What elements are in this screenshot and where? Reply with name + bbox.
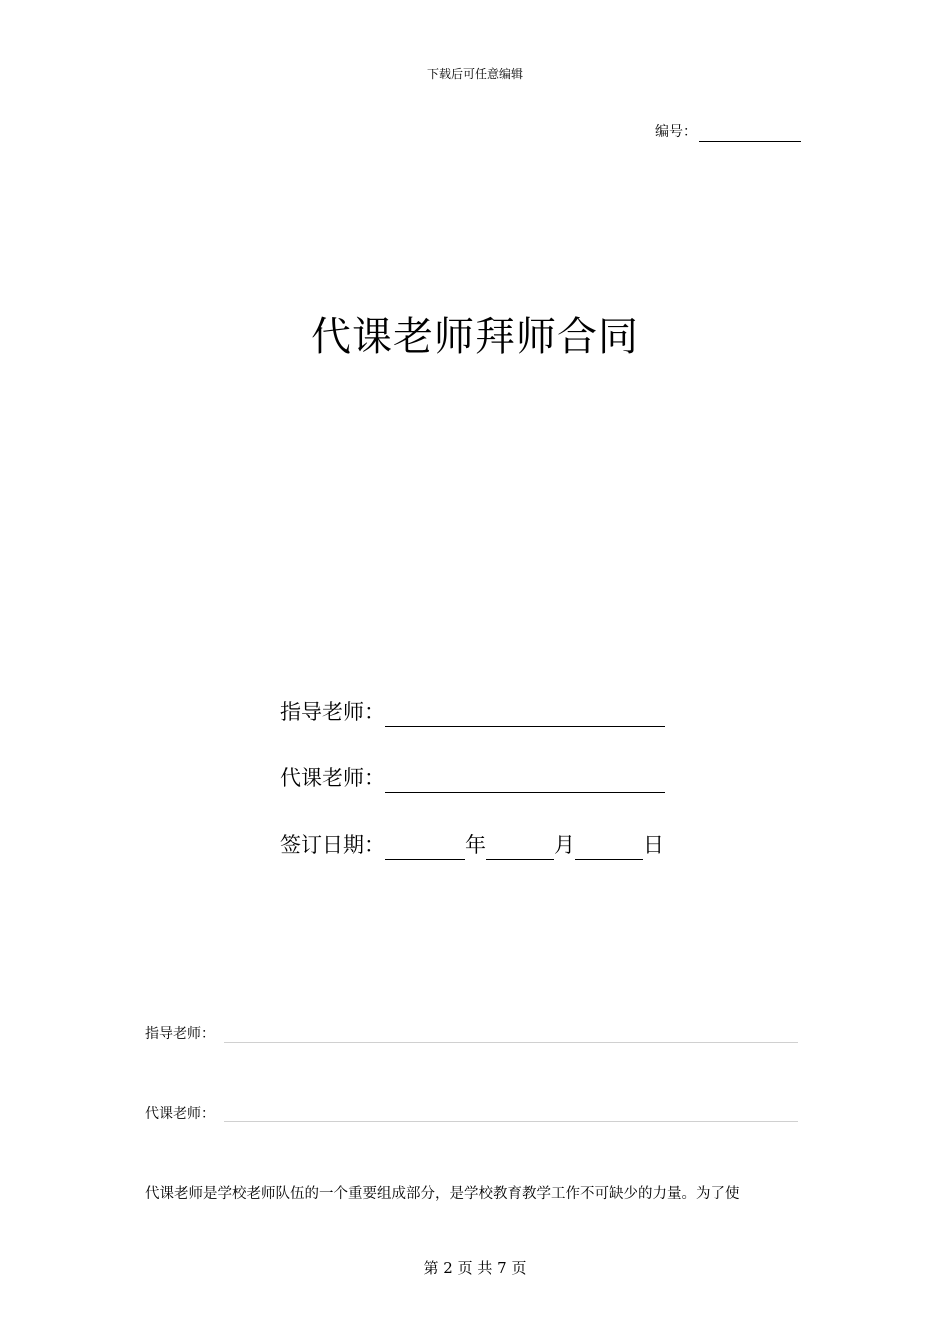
page-indicator: 第 2 页 共 7 页 <box>423 1259 527 1277</box>
month-label: 月 <box>554 833 575 857</box>
cover-substitute-blank <box>385 768 665 793</box>
signature-mentor-label: 指导老师： <box>145 1026 215 1042</box>
cover-substitute-label: 代课老师： <box>280 766 385 790</box>
year-blank <box>385 835 465 860</box>
cover-mentor-field <box>280 697 665 727</box>
year-label: 年 <box>465 833 486 857</box>
day-blank <box>575 835 643 860</box>
signature-mentor-line <box>224 1042 798 1043</box>
serial-number-label: 编号： <box>655 124 697 140</box>
cover-mentor-label: 指导老师： <box>280 700 385 724</box>
cover-date-label: 签订日期： <box>280 833 385 857</box>
cover-mentor-blank <box>385 702 665 727</box>
cover-date-field <box>280 830 664 860</box>
month-blank <box>486 835 554 860</box>
signature-substitute-line <box>224 1121 798 1122</box>
day-label: 日 <box>643 833 664 857</box>
document-title: 代课老师拜师合同 <box>311 314 639 360</box>
serial-number-field <box>655 122 801 142</box>
signature-substitute-label: 代课老师： <box>145 1106 215 1122</box>
header-note: 下载后可任意编辑 <box>426 67 523 81</box>
cover-substitute-field <box>280 763 665 793</box>
body-paragraph: 代课老师是学校老师队伍的一个重要组成部分，是学校教育教学工作不可缺少的力量。为了使 <box>145 1186 740 1202</box>
serial-number-blank <box>699 125 801 142</box>
